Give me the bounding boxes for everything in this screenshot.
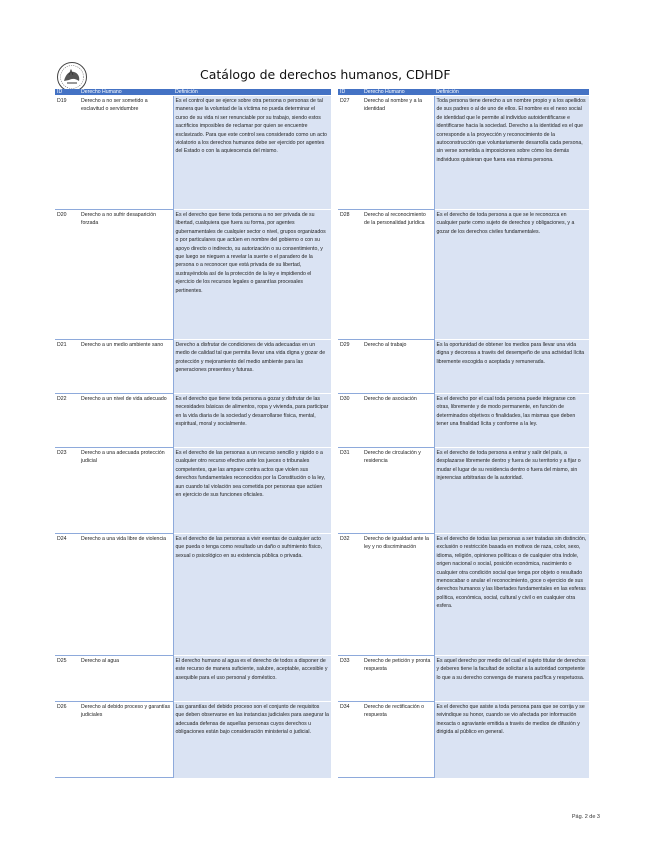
right-id: D32 (338, 534, 362, 656)
right-definition: Es aquel derecho por medio del cual el sujeto titular de derechos y deberes tiene la facultad de solicitar a la autoridad competente lo que a su derecho convenga de manera pacífica y respetuosa. (434, 656, 589, 702)
right-id: D34 (338, 702, 362, 778)
right-id: D24 (55, 534, 79, 656)
right-id: D26 (55, 702, 79, 778)
right-id: D28 (338, 210, 362, 340)
table-row (55, 340, 331, 394)
right-name: Derecho de igualdad ante la ley y no discriminación (362, 534, 434, 656)
right-definition: Es el derecho por el cual toda persona puede integrarse con otras, libremente y de modo permanente, en función de determinados objetivos o finalidades, las mismas que deben tener una finalidad lícita y conforme a la ley. (434, 394, 589, 448)
right-name: Derecho a un medio ambiente sano (79, 340, 173, 394)
right-id: D31 (338, 448, 362, 534)
right-id: D23 (55, 448, 79, 534)
page-title: Catálogo de derechos humanos, CDHDF (200, 67, 451, 82)
right-name: Derecho al nombre y a la identidad (362, 96, 434, 210)
table-row (338, 534, 589, 656)
table-row (338, 394, 589, 448)
right-id: D19 (55, 96, 79, 210)
right-id: D22 (55, 394, 79, 448)
table-row (55, 210, 331, 340)
right-name: Derecho de circulación y residencia (362, 448, 434, 534)
table-row (338, 340, 589, 394)
right-name: Derecho de asociación (362, 394, 434, 448)
right-name: Derecho al reconocimiento de la personalidad jurídica (362, 210, 434, 340)
right-definition: Es el control que se ejerce sobre otra persona o personas de tal manera que la voluntad de la víctima no pueda determinar el curso de su vida ni ser renunciable por su trabajo, siendo estos sacrificios imposibles de reclamar por quien se encuentre esclavizado. Para que este control sea considerado como un acto violatorio a los derechos humanos debe ser ejercido por agentes del Estado o con la aquiescencia del mismo. (173, 96, 331, 210)
right-definition: Es el derecho de toda persona a entrar y salir del país, a desplazarse libremente dentro y fuera de su territorio y a fijar o mudar el lugar de su residencia dentro o fuera del mismo, sin injerencias arbitrarias de la autoridad. (434, 448, 589, 534)
right-definition: El derecho humano al agua es el derecho de todos a disponer de este recurso de manera suficiente, salubre, aceptable, accesible y asequible para el uso personal y doméstico. (173, 656, 331, 702)
table-row (338, 656, 589, 702)
right-definition: Es el derecho de toda persona a que se le reconozca en cualquier parte como sujeto de derechos y obligaciones, y a gozar de los derechos civiles fundamentales. (434, 210, 589, 340)
right-name: Derecho a una adecuada protección judicial (79, 448, 173, 534)
right-definition: Es el derecho de las personas a vivir exentas de cualquier acto que pueda o tenga como resultado un daño o sufrimiento físico, sexual o psicológico en su existencia pública o privada. (173, 534, 331, 656)
table-row (55, 394, 331, 448)
right-name: Derecho al agua (79, 656, 173, 702)
right-id: D27 (338, 96, 362, 210)
right-name: Derecho a un nivel de vida adecuado (79, 394, 173, 448)
right-id: D20 (55, 210, 79, 340)
right-name: Derecho al debido proceso y garantías judiciales (79, 702, 173, 778)
right-definition: Es el derecho de todas las personas a ser tratadas sin distinción, exclusión o restricción basada en motivos de raza, color, sexo, idioma, religión, opiniones políticas o de cualquier otra índole, origen nacional o social, posición económica, nacimiento o cualquier otra condición social que tenga por objeto o resultado menoscabar o anular el reconocimiento, goce o ejercicio de sus derechos humanos y las libertades fundamentales en las esferas política, económica, social, cultural y civil o en cualquier otra esfera. (434, 534, 589, 656)
column-header-id: ID (55, 89, 79, 96)
table-row (338, 448, 589, 534)
catalog-table-right (338, 89, 589, 778)
right-definition: Es la oportunidad de obtener los medios para llevar una vida digna y decorosa a través del desempeño de una actividad lícita libremente escogida o aceptada y remunerada. (434, 340, 589, 394)
right-definition: Las garantías del debido proceso son el conjunto de requisitos que deben observarse en las instancias judiciales para asegurar la adecuada defensa de aquellas personas cuyos derechos u obligaciones están bajo consideración ministerial o judicial. (173, 702, 331, 778)
column-header-definition: Definición (173, 89, 331, 96)
right-name: Derecho a no ser sometido a esclavitud o servidumbre (79, 96, 173, 210)
right-definition: Es el derecho que asiste a toda persona para que se corrija y se reivindique su honor, cuando se vio afectada por información inexacta o agraviante emitida a través de medios de difusión y dirigida al público en general. (434, 702, 589, 778)
right-id: D25 (55, 656, 79, 702)
right-name: Derecho a no sufrir desaparición forzada (79, 210, 173, 340)
right-name: Derecho de petición y pronta respuesta (362, 656, 434, 702)
column-header-id: ID (338, 89, 362, 96)
table-row (338, 210, 589, 340)
right-name: Derecho a una vida libre de violencia (79, 534, 173, 656)
table-row (55, 96, 331, 210)
right-definition: Es el derecho que tiene toda persona a gozar y disfrutar de las necesidades básicas de alimentos, ropa y vivienda, para participar en la vida diaria de la sociedad y desarrollarse física, mental, espiritual, moral y socialmente. (173, 394, 331, 448)
right-definition: Es el derecho que tiene toda persona a no ser privada de su libertad, cualquiera que fuera su forma, por agentes gubernamentales de cualquier sector o nivel, grupos organizados o por particulares que actúen en nombre del gobierno o con su apoyo directo o indirecto, su autorización o su consentimiento, y que luego se nieguen a revelar la suerte o el paradero de la persona o a reconocer que está privada de su libertad, sustrayéndola así de la protección de la ley e impidiendo el ejercicio de los recursos legales o garantías procesales pertinentes. (173, 210, 331, 340)
table-row (338, 96, 589, 210)
right-definition: Es el derecho de las personas a un recurso sencillo y rápido o a cualquier otro recurso efectivo ante los jueces o tribunales competentes, que las ampare contra actos que violen sus derechos fundamentales reconocidos por la Constitución o la ley, aun cuando tal violación sea cometida por personas que actúen en ejercicio de sus funciones oficiales. (173, 448, 331, 534)
right-id: D30 (338, 394, 362, 448)
right-id: D29 (338, 340, 362, 394)
column-header-name: Derecho Humano (362, 89, 434, 96)
column-header-definition: Definición (434, 89, 589, 96)
right-definition: Toda persona tiene derecho a un nombre propio y a los apellidos de sus padres o al de uno de ellos. El nombre es el nexo social de identidad que le permite al individuo autoidentificarse e identificarse hacia la sociedad. Derecho a la identidad es el que corresponde a la proyección y reconocimiento de la autoconstrucción que voluntariamente desarrolla cada persona, sin verse sometida a imposiciones sobre cómo los demás individuos quisieran que fuera esa misma persona. (434, 96, 589, 210)
right-name: Derecho de rectificación o respuesta (362, 702, 434, 778)
catalog-table-left (55, 89, 331, 778)
right-id: D33 (338, 656, 362, 702)
table-row (338, 702, 589, 778)
right-name: Derecho al trabajo (362, 340, 434, 394)
table-row (55, 656, 331, 702)
column-header-name: Derecho Humano (79, 89, 173, 96)
right-definition: Derecho a disfrutar de condiciones de vida adecuadas en un medio de calidad tal que permita llevar una vida digna y gozar de protección y mejoramiento del medio ambiente para las generaciones presentes y futuras. (173, 340, 331, 394)
table-row (55, 534, 331, 656)
right-id: D21 (55, 340, 79, 394)
page-number: Pág. 2 de 3 (571, 814, 600, 820)
table-row (55, 702, 331, 778)
table-row (55, 448, 331, 534)
